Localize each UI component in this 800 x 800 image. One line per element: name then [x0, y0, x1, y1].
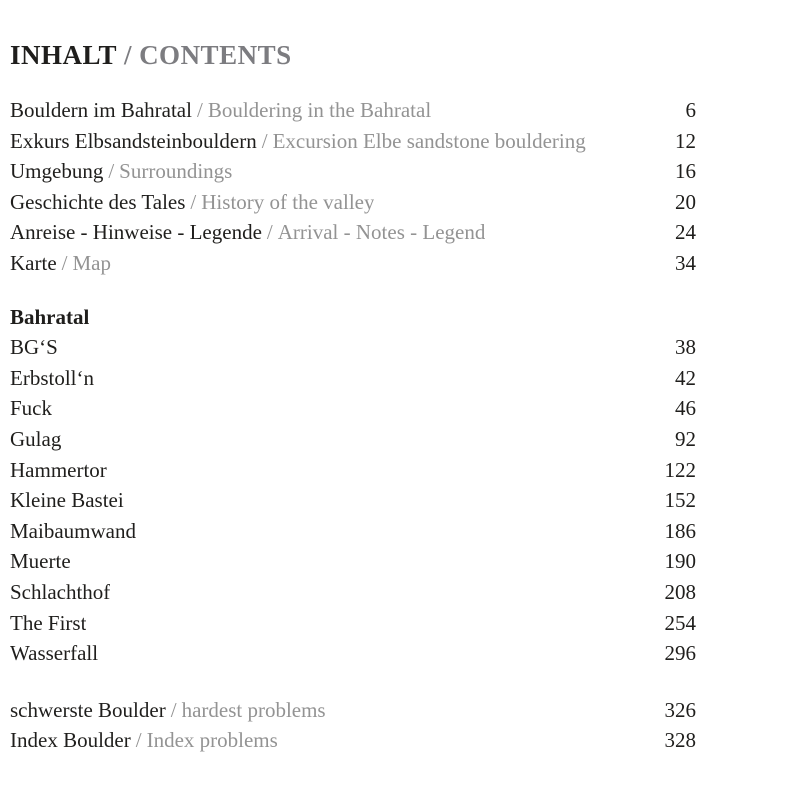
entry-label — [10, 577, 110, 608]
entry-title-de: Anreise - Hinweise - Legende — [10, 220, 262, 245]
entry-label — [10, 424, 61, 455]
entry-page-number: 296 — [664, 641, 696, 666]
toc-bahratal-section — [10, 332, 696, 669]
entry-page-number: 152 — [664, 488, 696, 513]
toc-entry — [10, 725, 696, 756]
entry-title-en: Excursion Elbe sandstone bouldering — [272, 128, 586, 153]
entry-title-en: Surroundings — [119, 159, 233, 184]
section-heading-bahratal: Bahratal — [10, 304, 90, 329]
entry-label — [10, 187, 374, 218]
toc-entry — [10, 156, 696, 187]
entry-page-number: 12 — [675, 128, 696, 153]
entry-title-de: Karte — [10, 250, 57, 275]
toc-entry — [10, 363, 696, 394]
page-title-german: INHALT — [10, 40, 118, 70]
entry-label — [10, 332, 58, 363]
entry-page-number: 190 — [664, 549, 696, 574]
entry-page-number: 326 — [664, 697, 696, 722]
entry-title-de: The First — [10, 610, 87, 635]
title-separator: / — [124, 40, 133, 70]
entry-title-de: Schlachthof — [10, 579, 111, 604]
entry-label — [10, 485, 124, 516]
toc-entry — [10, 608, 696, 639]
entry-label — [10, 516, 136, 547]
toc-entry — [10, 516, 696, 547]
entry-page-number: 42 — [675, 365, 696, 390]
entry-label — [10, 455, 107, 486]
toc-entry — [10, 695, 696, 726]
toc-entry — [10, 424, 696, 455]
entry-title-de: Wasserfall — [10, 641, 99, 666]
entry-label — [10, 393, 52, 424]
entry-title-de: Hammertor — [10, 457, 107, 482]
entry-label — [10, 725, 278, 756]
entry-page-number: 16 — [675, 159, 696, 184]
entry-title-en: Map — [72, 250, 111, 275]
toc-entry — [10, 393, 696, 424]
entry-label — [10, 638, 98, 669]
separator: / — [61, 250, 68, 275]
entry-title-de: Exkurs Elbsandsteinbouldern — [10, 128, 257, 153]
page-title-english: CONTENTS — [139, 40, 292, 70]
entry-label — [10, 95, 431, 126]
entry-title-de: Kleine Bastei — [10, 488, 124, 513]
entry-title-de: Bouldern im Bahratal — [10, 98, 192, 122]
entry-page-number: 208 — [664, 579, 696, 604]
entry-page-number: 92 — [675, 426, 696, 451]
entry-page-number: 34 — [675, 250, 696, 275]
page-title — [10, 40, 696, 70]
entry-label — [10, 217, 485, 248]
entry-label — [10, 695, 326, 726]
entry-page-number: 20 — [675, 189, 696, 214]
entry-title-de: Erbstoll‘n — [10, 365, 94, 390]
toc-index-section — [10, 695, 696, 756]
entry-page-number: 122 — [664, 457, 696, 482]
entry-title-de: Fuck — [10, 396, 52, 421]
entry-page-number: 6 — [685, 98, 696, 122]
separator: / — [108, 159, 115, 184]
entry-title-de: Umgebung — [10, 159, 104, 184]
entry-title-en: hardest problems — [181, 697, 326, 722]
toc-entry — [10, 248, 696, 279]
entry-title-en: History of the valley — [201, 189, 375, 214]
entry-title-de: Gulag — [10, 426, 62, 451]
entry-title-de: Maibaumwand — [10, 518, 136, 543]
entry-page-number: 24 — [675, 220, 696, 245]
toc-entry — [10, 485, 696, 516]
separator: / — [261, 128, 268, 153]
toc-entry — [10, 126, 696, 157]
separator: / — [170, 697, 177, 722]
toc-entry — [10, 187, 696, 218]
entry-page-number: 38 — [675, 335, 696, 360]
toc-intro-section — [10, 95, 696, 279]
entry-label — [10, 126, 586, 157]
entry-title-de: Muerte — [10, 549, 71, 574]
toc-entry — [10, 638, 696, 669]
toc-entry — [10, 332, 696, 363]
separator: / — [190, 189, 197, 214]
separator: / — [196, 98, 203, 122]
entry-title-de: Geschichte des Tales — [10, 189, 186, 214]
toc-entry — [10, 217, 696, 248]
entry-label — [10, 363, 94, 394]
entry-page-number: 46 — [675, 396, 696, 421]
separator: / — [135, 728, 142, 753]
entry-title-en: Index problems — [146, 728, 278, 753]
entry-label — [10, 546, 71, 577]
entry-label — [10, 608, 86, 639]
entry-label — [10, 156, 232, 187]
separator: / — [266, 220, 273, 245]
toc-entry — [10, 95, 696, 126]
toc-entry — [10, 455, 696, 486]
entry-title-de: BG‘S — [10, 335, 58, 360]
entry-title-de: schwerste Boulder — [10, 697, 166, 722]
entry-page-number: 186 — [664, 518, 696, 543]
entry-title-en: Arrival - Notes - Legend — [277, 220, 486, 245]
entry-title-en: Bouldering in the Bahratal — [207, 98, 432, 122]
toc-entry — [10, 577, 696, 608]
entry-label — [10, 248, 111, 279]
entry-page-number: 328 — [664, 728, 696, 753]
entry-title-de: Index Boulder — [10, 728, 131, 753]
entry-page-number: 254 — [664, 610, 696, 635]
toc-entry — [10, 546, 696, 577]
